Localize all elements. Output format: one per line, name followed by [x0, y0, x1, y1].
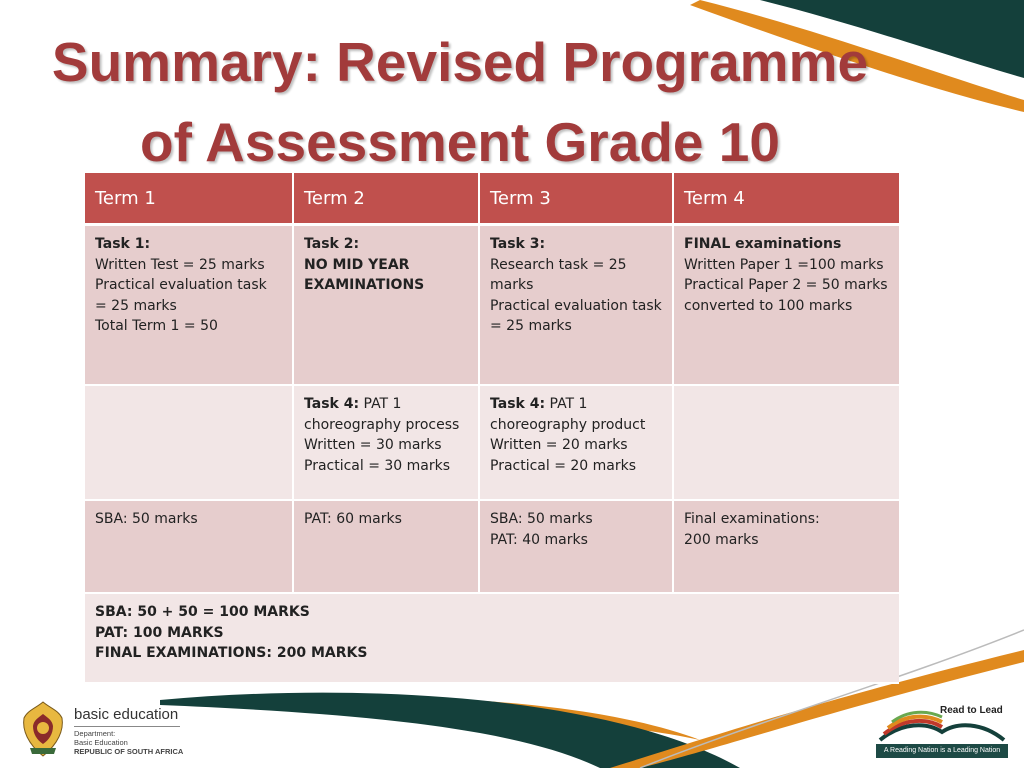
- cell-text: PAT 1: [549, 396, 588, 412]
- assessment-table: [85, 173, 899, 684]
- cell-text: PAT 1: [363, 396, 402, 412]
- summary-text: PAT: 100 MARKS: [95, 624, 224, 641]
- cell-heading: Task 1:: [95, 236, 151, 252]
- header-row: [85, 173, 899, 226]
- cell-term1-totals: [85, 501, 294, 594]
- campaign-tagline: A Reading Nation is a Leading Nation: [876, 744, 1008, 758]
- coat-of-arms-icon: [20, 700, 66, 758]
- header-term-3: Term 3: [480, 173, 674, 226]
- cell-term1-task1: [85, 226, 294, 386]
- table-row: [85, 386, 899, 501]
- cell-empty: [85, 386, 294, 501]
- cell-text: 200 marks: [684, 531, 759, 548]
- cell-term4-totals: [674, 501, 899, 594]
- cell-label: Task 4:: [490, 396, 546, 412]
- cell-text: SBA: 50 marks: [490, 511, 593, 527]
- campaign-title: Read to Lead: [940, 705, 1003, 716]
- table-row: [85, 501, 899, 594]
- cell-term2-task4: [294, 386, 480, 501]
- summary-text: SBA: 50 + 50 = 100 MARKS: [95, 604, 310, 620]
- cell-empty: [674, 386, 899, 501]
- cell-text: Written Paper 1 =100 marks: [684, 256, 884, 273]
- title-line-2: of Assessment Grade 10: [140, 111, 780, 173]
- department-logo-text: [74, 706, 183, 756]
- department-line: Department:: [74, 729, 116, 738]
- department-line: REPUBLIC OF SOUTH AFRICA: [74, 747, 184, 756]
- cell-text: PAT: 60 marks: [304, 511, 402, 527]
- cell-term2-task2: [294, 226, 480, 386]
- cell-text: SBA: 50 marks: [95, 511, 198, 527]
- cell-text: Practical = 20 marks: [490, 457, 637, 474]
- cell-summary: [85, 594, 899, 684]
- header-term-2: Term 2: [294, 173, 480, 226]
- header-term-1: Term 1: [85, 173, 294, 226]
- cell-term4-final: [674, 226, 899, 386]
- summary-row: [85, 594, 899, 684]
- cell-term3-task3: [480, 226, 674, 386]
- summary-text: FINAL EXAMINATIONS: 200 MARKS: [95, 645, 368, 661]
- cell-text: Practical Paper 2 = 50 marks converted to 100 marks: [684, 277, 888, 314]
- cell-term3-task4: [480, 386, 674, 501]
- cell-term3-totals: [480, 501, 674, 594]
- cell-text: Total Term 1 = 50: [95, 318, 218, 334]
- cell-heading: FINAL examinations: [684, 236, 842, 252]
- cell-text: choreography process: [304, 416, 460, 433]
- cell-text: Written = 30 marks: [304, 437, 442, 453]
- cell-text: Practical evaluation task = 25 marks: [95, 277, 267, 314]
- cell-heading: Task 3:: [490, 236, 546, 252]
- department-name: basic education: [74, 706, 179, 723]
- cell-text: Practical = 30 marks: [304, 457, 451, 474]
- cell-label: Task 4:: [304, 396, 360, 412]
- cell-text: NO MID YEAR EXAMINATIONS: [304, 256, 425, 293]
- cell-text: Research task = 25 marks: [490, 256, 627, 293]
- header-term-4: Term 4: [674, 173, 899, 226]
- cell-text: Written = 20 marks: [490, 437, 628, 453]
- cell-text: choreography product: [490, 416, 646, 433]
- cell-text: Written Test = 25 marks: [95, 256, 265, 273]
- cell-text: PAT: 40 marks: [490, 531, 588, 548]
- cell-term2-totals: [294, 501, 480, 594]
- title-line-1: Summary: Revised Programme: [51, 31, 869, 93]
- cell-text: Practical evaluation task = 25 marks: [490, 297, 662, 334]
- slide-title: [0, 22, 920, 182]
- cell-heading: Task 2:: [304, 236, 360, 252]
- cell-text: Final examinations:: [684, 511, 820, 527]
- department-line: Basic Education: [74, 738, 128, 747]
- table-row: [85, 226, 899, 386]
